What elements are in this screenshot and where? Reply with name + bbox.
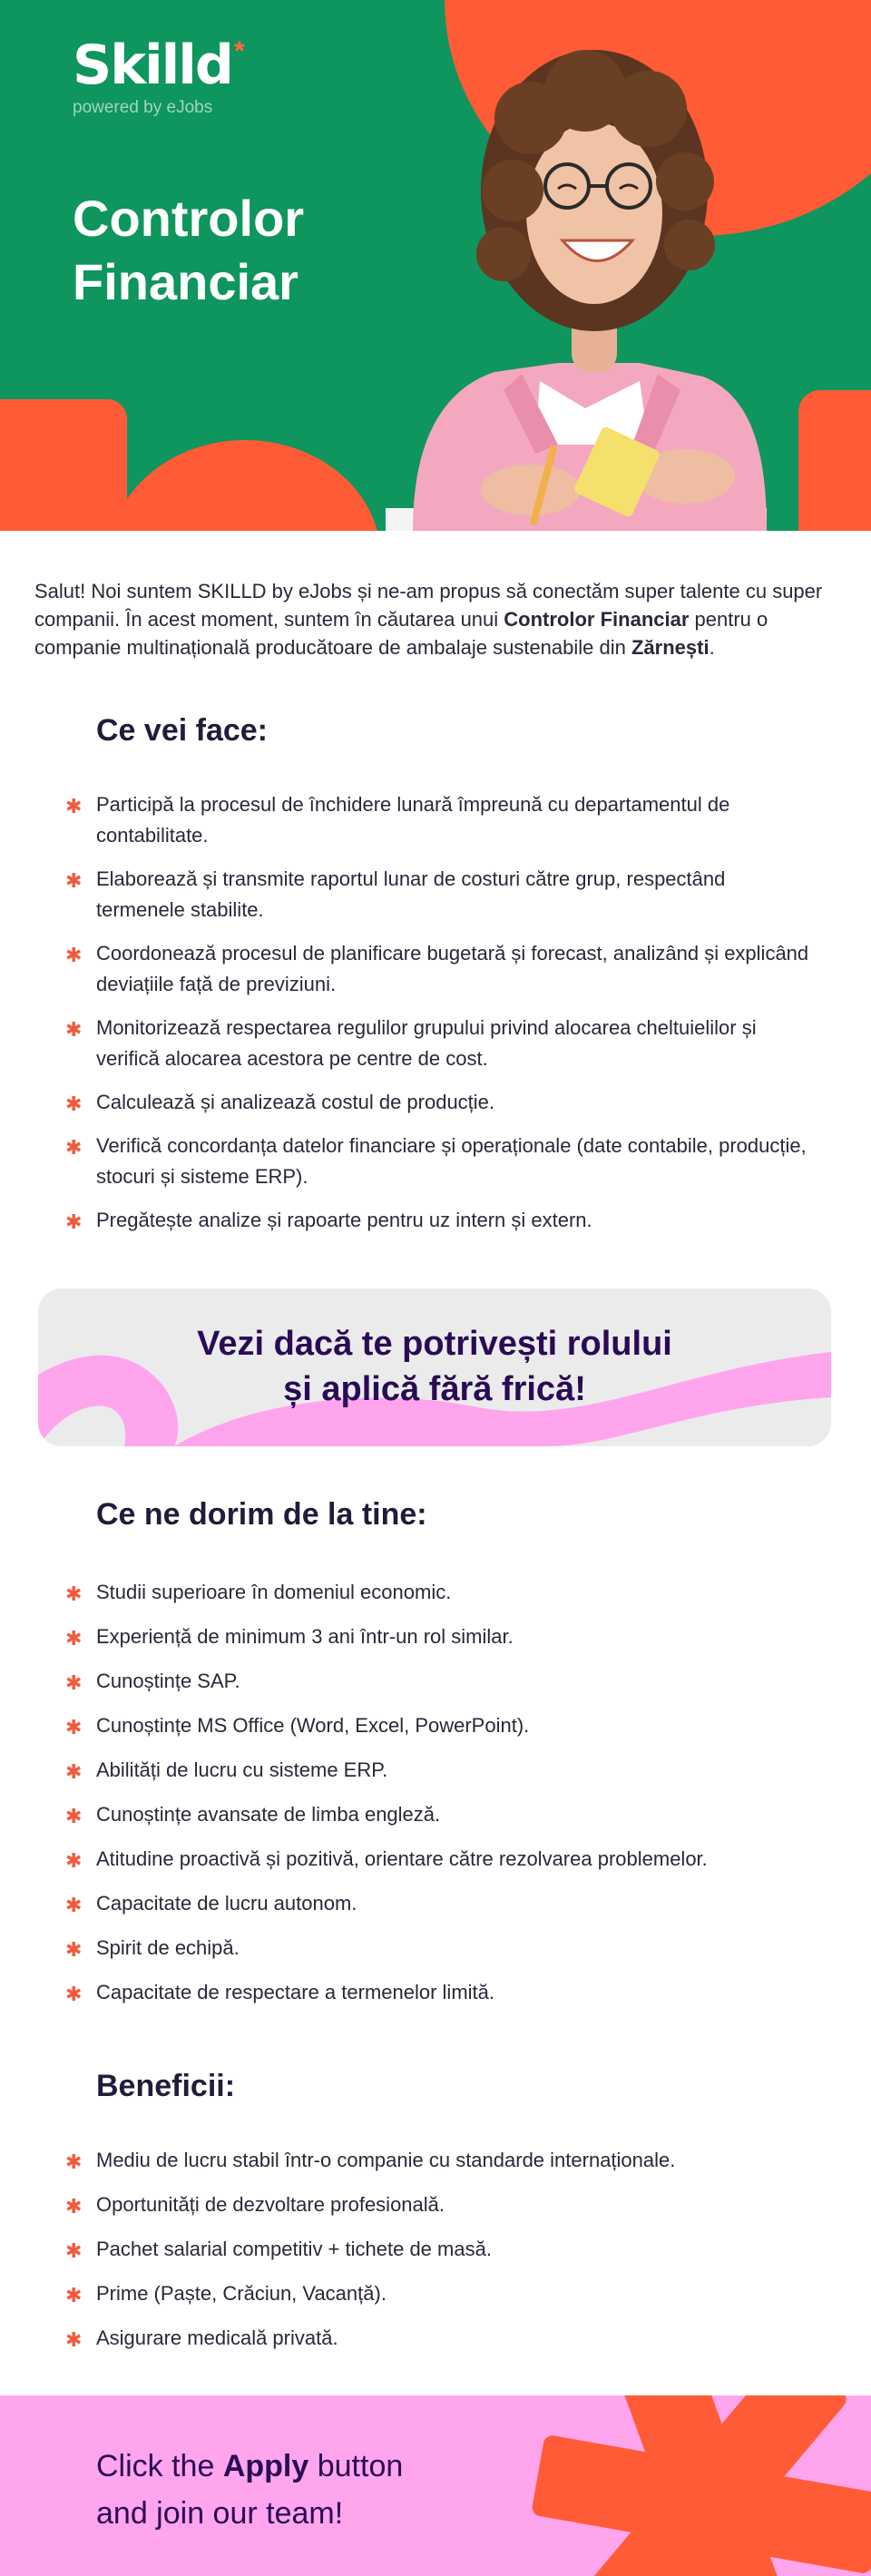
list-item: ✱ Prime (Paște, Crăciun, Vacanță). bbox=[65, 2278, 818, 2309]
list-item: ✱ Asigurare medicală privată. bbox=[65, 2323, 818, 2354]
asterisk-icon: ✱ bbox=[65, 2239, 83, 2262]
list-item: ✱ Elaborează și transmite raportul lunar de costuri către grup, respectând termenele stabilite. bbox=[65, 867, 726, 921]
list-item: ✱ Oportunități de dezvoltare profesională. bbox=[65, 2189, 818, 2220]
cta-title: Vezi dacă te potrivești rolului și aplică fără frică! bbox=[197, 1325, 672, 1408]
list-item: ✱ Cunoștințe SAP. bbox=[65, 1666, 818, 1697]
asterisk-icon: ✱ bbox=[65, 1983, 83, 2005]
intro-text-2: pentru o companie multinațională producătoare de ambalaje sustenabile din bbox=[34, 608, 768, 659]
list-item: ✱ Monitorizează respectarea regulilor grupului privind alocarea cheltuielilor și verifică alocarea acestora pe centre de cost. bbox=[65, 1016, 757, 1070]
benefits-title: Beneficii: bbox=[96, 2069, 236, 2103]
hero-banner bbox=[0, 0, 871, 531]
list-item: ✱ Capacitate de lucru autonom. bbox=[65, 1888, 818, 1919]
asterisk-icon: ✱ bbox=[65, 1716, 83, 1739]
list-item: ✱ Coordonează procesul de planificare bugetară și forecast, analizând și explicând deviațiile față de previziuni. bbox=[65, 942, 809, 995]
list-item: ✱ Mediu de lucru stabil într-o companie cu standarde internaționale. bbox=[65, 2145, 818, 2176]
apply-footer bbox=[0, 2395, 871, 2576]
page-title: Controlor Financiar bbox=[73, 190, 305, 310]
intro-text-1: Salut! Noi suntem SKILLD by eJobs și ne-am propus să conectăm super talente cu super companii. În acest moment, suntem în căutarea unui bbox=[34, 580, 823, 631]
list-item: ✱ Verifică concordanța datelor financiare și operaționale (date contabile, producție, stocuri și sisteme ERP). bbox=[65, 1134, 807, 1188]
asterisk-icon: ✱ bbox=[65, 1018, 83, 1041]
asterisk-icon: ✱ bbox=[65, 2328, 83, 2351]
list-item: ✱ Cunoștințe avansate de limba engleză. bbox=[65, 1799, 818, 1830]
intro-role: Controlor Financiar bbox=[504, 608, 690, 631]
asterisk-icon: ✱ bbox=[65, 1938, 83, 1961]
logo-tagline: powered by eJobs bbox=[73, 98, 213, 117]
list-item: ✱ Spirit de echipă. bbox=[65, 1933, 818, 1964]
list-item: ✱ Participă la procesul de închidere lunară împreună cu departamentul de contabilitate. bbox=[65, 793, 730, 847]
asterisk-icon: ✱ bbox=[65, 1092, 83, 1115]
asterisk-icon: ✱ bbox=[65, 1627, 83, 1650]
intro-city: Zărnești bbox=[631, 636, 710, 659]
asterisk-icon: ✱ bbox=[65, 2284, 83, 2307]
asterisk-icon: ✱ bbox=[65, 2150, 83, 2173]
asterisk-icon: ✱ bbox=[65, 869, 83, 892]
list-item: ✱ Pregătește analize și rapoarte pentru uz intern și extern. bbox=[65, 1205, 818, 1236]
list-item: ✱ Atitudine proactivă și pozitivă, orientare către rezolvarea problemelor. bbox=[65, 1844, 818, 1875]
hero-orange-shape-left bbox=[0, 399, 127, 531]
asterisk-icon: ✱ bbox=[65, 1136, 83, 1159]
responsibilities-list bbox=[65, 789, 818, 1236]
list-item: ✱ Cunoștințe MS Office (Word, Excel, PowerPoint). bbox=[65, 1710, 818, 1741]
list-item: ✱ Capacitate de respectare a termenelor limită. bbox=[65, 1977, 818, 2008]
asterisk-icon: ✱ bbox=[65, 795, 83, 818]
asterisk-icon: ✱ bbox=[65, 1894, 83, 1916]
list-item: ✱ Studii superioare în domeniul economic. bbox=[65, 1577, 818, 1608]
responsibilities-title: Ce vei face: bbox=[96, 713, 268, 748]
skilld-logo bbox=[73, 34, 245, 118]
list-item: ✱ Calculează și analizează costul de producție. bbox=[65, 1087, 818, 1118]
list-item: ✱ Pachet salarial competitiv + tichete de masă. bbox=[65, 2234, 818, 2265]
requirements-list bbox=[65, 1577, 818, 2008]
apply-cta-banner[interactable] bbox=[38, 1288, 831, 1446]
requirements-title: Ce ne dorim de la tine: bbox=[96, 1497, 427, 1532]
intro-paragraph bbox=[34, 577, 824, 661]
list-item: ✱ Abilități de lucru cu sisteme ERP. bbox=[65, 1755, 818, 1786]
hero-photo-woman bbox=[377, 18, 848, 531]
asterisk-icon: ✱ bbox=[65, 1210, 83, 1233]
logo-text: Skilld bbox=[73, 34, 232, 97]
intro-text-3: . bbox=[709, 636, 715, 659]
asterisk-icon: ✱ bbox=[65, 944, 83, 966]
asterisk-icon: ✱ bbox=[65, 2195, 83, 2218]
asterisk-icon: ✱ bbox=[65, 1671, 83, 1694]
hero-orange-shape-bottom bbox=[109, 440, 381, 531]
asterisk-icon: ✱ bbox=[65, 1760, 83, 1783]
asterisk-icon: ✱ bbox=[65, 1582, 83, 1605]
apply-word: Apply bbox=[222, 2449, 309, 2483]
logo-star: * bbox=[234, 36, 245, 66]
list-item: ✱ Experiență de minimum 3 ani într-un rol similar. bbox=[65, 1621, 818, 1652]
asterisk-icon: ✱ bbox=[65, 1849, 83, 1872]
asterisk-icon: ✱ bbox=[65, 1805, 83, 1827]
footer-cta-text: Click the Apply button and join our team! bbox=[96, 2449, 404, 2531]
benefits-list bbox=[65, 2145, 818, 2354]
